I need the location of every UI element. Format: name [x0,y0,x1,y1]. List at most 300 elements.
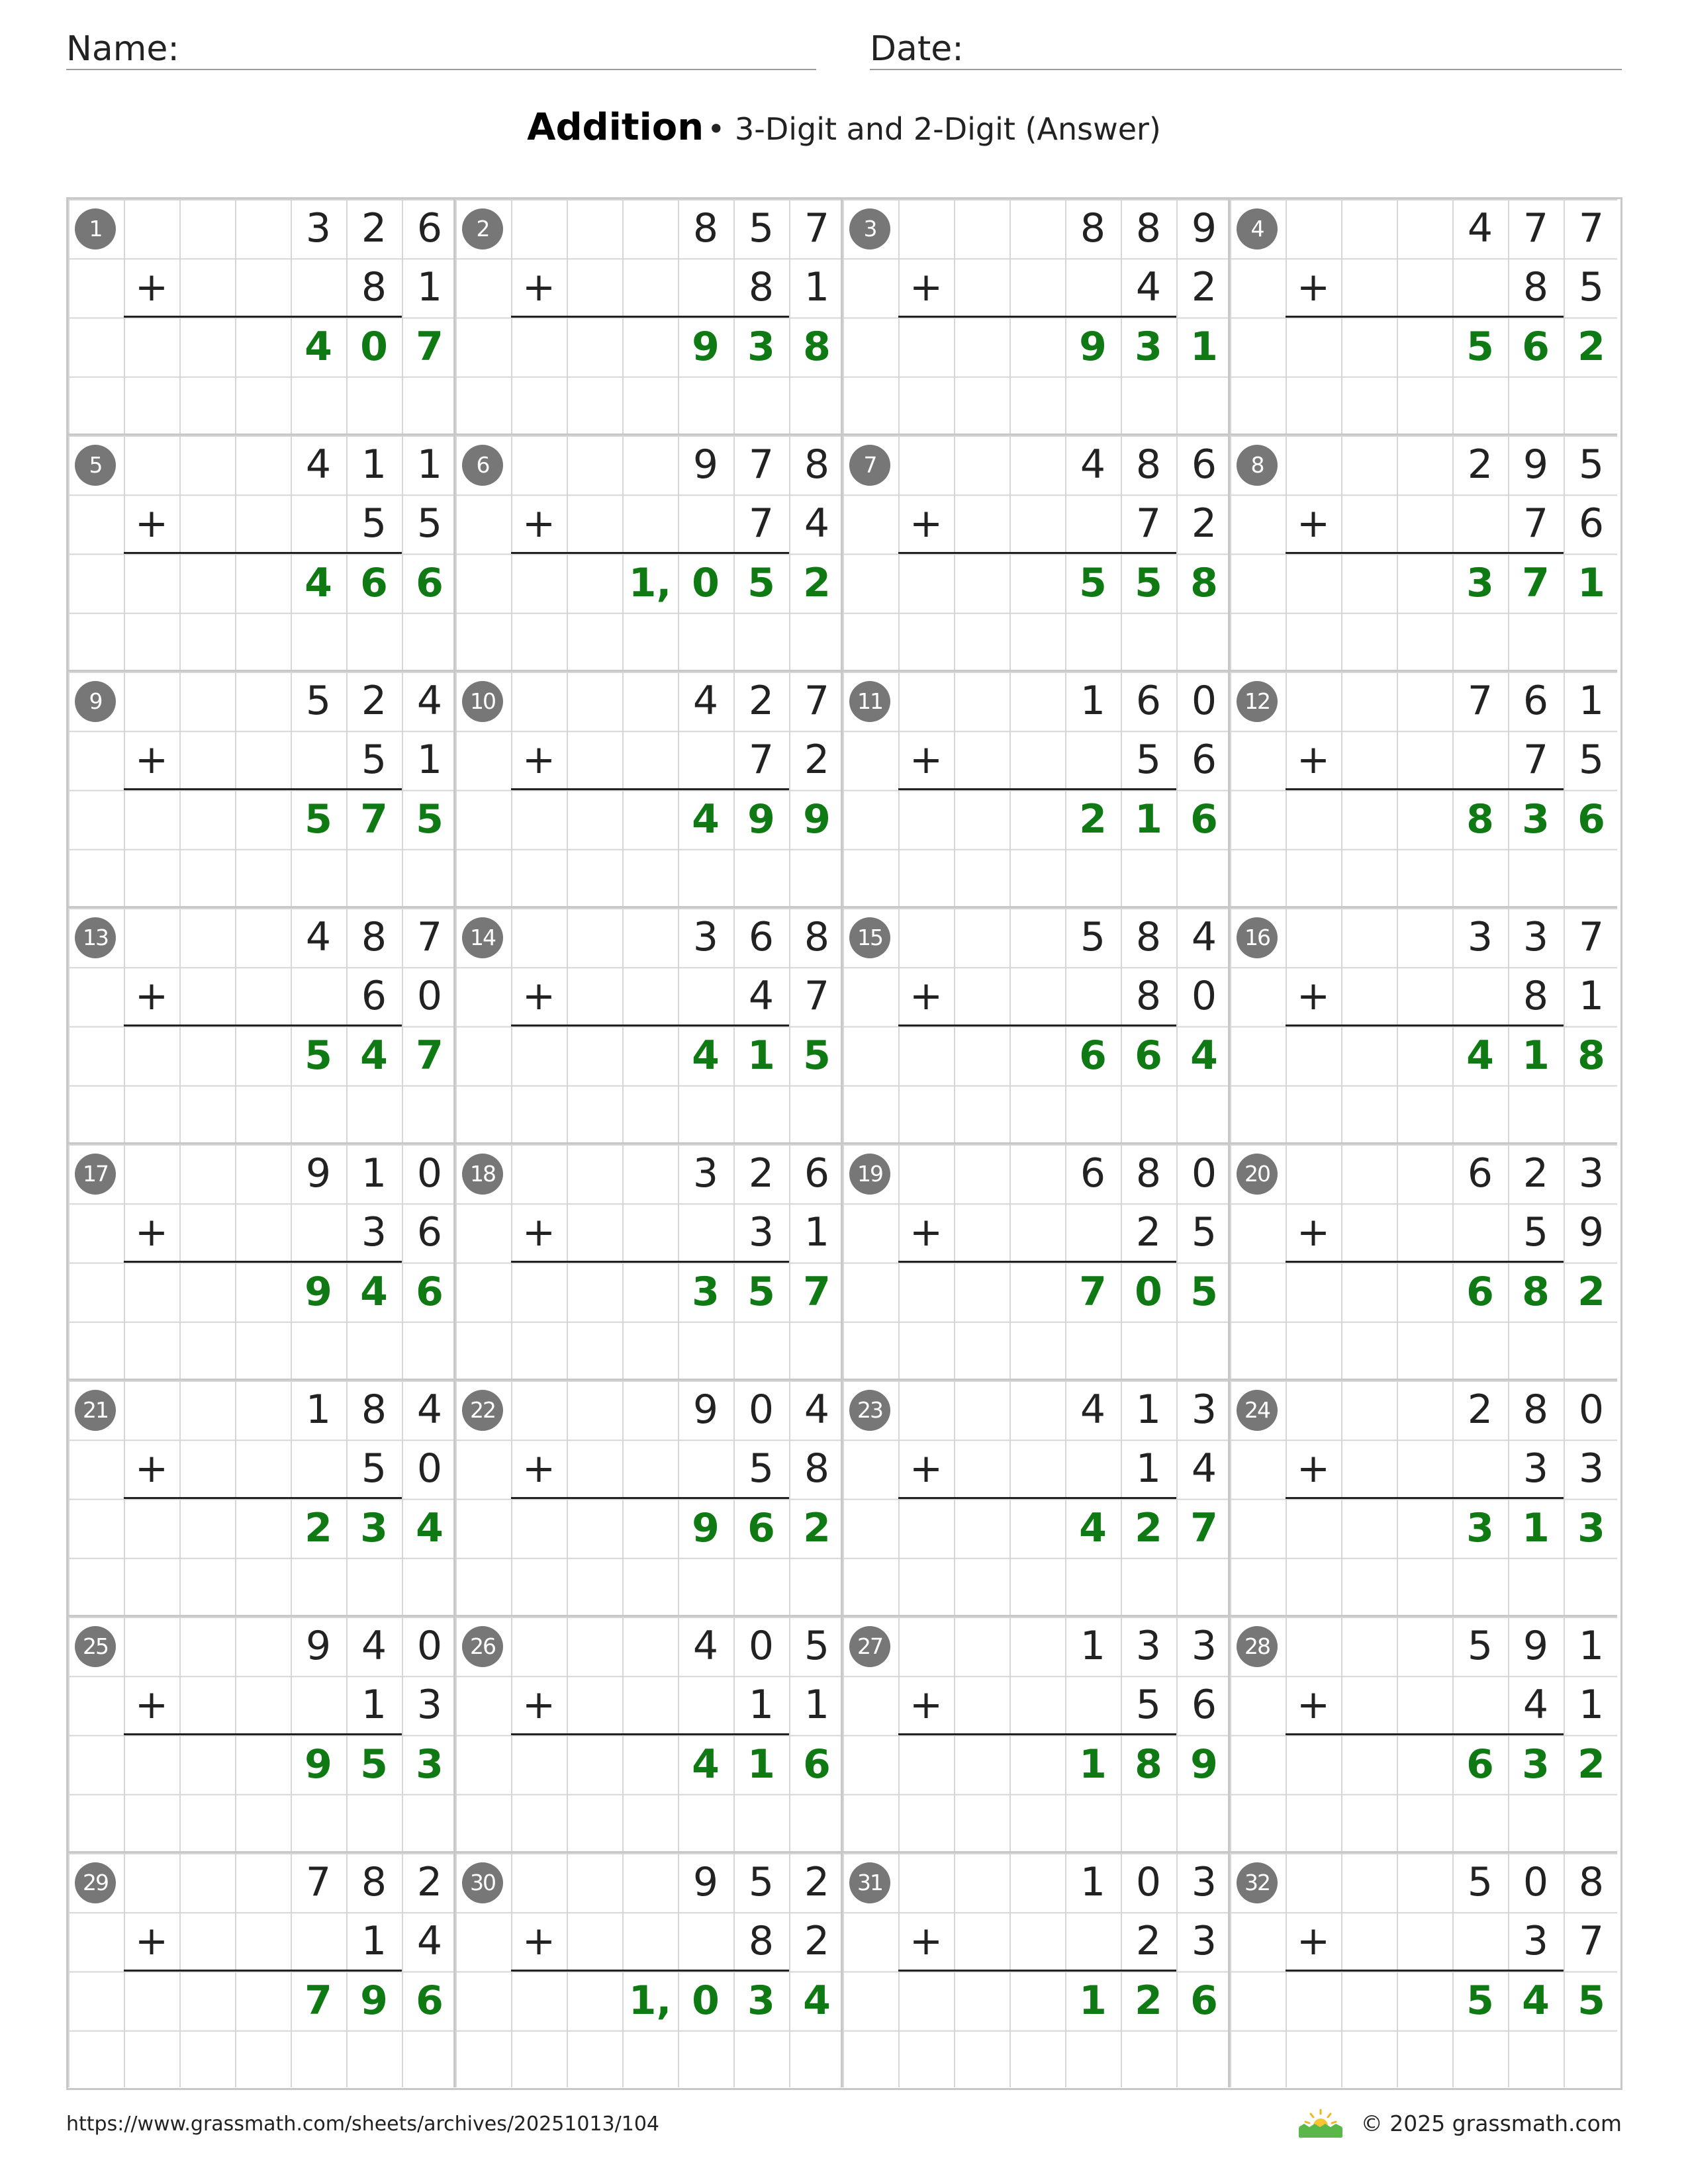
addend-digit: 6 [748,914,774,960]
addend-digit: 9 [305,1150,332,1197]
answer-digit: 7 [1522,559,1550,606]
answer-digit: 7 [416,1032,444,1079]
plus-sign: + [134,1209,169,1255]
worksheet-grid [66,197,1622,2090]
addend-digit: 6 [416,1209,443,1256]
problem-24 [1228,1379,1617,1615]
answer-digit: 1 [1577,559,1605,606]
addend-digit: 3 [692,1150,719,1197]
addend-digit: 1 [361,1150,387,1197]
addend-digit: 3 [1467,914,1493,960]
addend-digit: 3 [692,914,719,960]
addend-digit: 8 [361,914,387,960]
answer-digit: 1 [1079,1977,1107,2024]
answer-digit: 4 [1190,1032,1218,1079]
footer-brand [1296,2107,1622,2139]
addend-digit: 2 [1467,1387,1493,1433]
addend-digit: 9 [305,1623,332,1669]
problem-number-badge: 2 [462,208,503,250]
addend-digit: 4 [804,1387,830,1433]
answer-digit: 3 [1466,559,1494,606]
addend-digit: 7 [1135,500,1162,547]
problem-number-badge: 15 [849,917,890,958]
answer-digit: 5 [1466,323,1494,370]
problem-26 [453,1615,843,1851]
answer-digit: 7 [305,1977,332,2024]
plus-sign: + [909,1445,943,1492]
plus-sign: + [134,264,169,310]
answer-digit: 9 [305,1268,332,1315]
answer-digit: 7 [360,796,388,842]
answer-digit: 2 [803,559,831,606]
answer-digit: 6 [360,559,388,606]
answer-digit: 3 [692,1268,720,1315]
answer-digit: 4 [692,796,720,842]
answer-digit: 8 [1466,796,1494,842]
addend-digit: 7 [305,1859,332,1905]
addend-digit: 5 [1467,1623,1493,1669]
problem-number-badge: 25 [75,1626,116,1667]
answer-digit: 9 [305,1741,332,1788]
addend-digit: 1 [416,264,443,311]
answer-digit: 3 [1522,1741,1550,1788]
addend-digit: 7 [1578,1918,1605,1965]
answer-digit: 6 [416,1268,444,1315]
plus-sign: + [134,737,169,783]
plus-sign: + [134,1682,169,1728]
answer-digit: 6 [1135,1032,1162,1079]
addend-digit: 1 [1080,1859,1106,1905]
addend-digit: 6 [1191,441,1217,488]
problem-number-badge: 29 [75,1862,116,1903]
answer-digit: 5 [305,1032,332,1079]
addend-digit: 2 [1191,500,1217,547]
problem-number-badge: 21 [75,1390,116,1431]
name-label: Name: [66,29,179,69]
addend-digit: 3 [748,1209,774,1256]
problem-number-badge: 20 [1237,1154,1278,1195]
answer-digit: 6 [416,1977,444,2024]
answer-digit: 8 [1190,559,1218,606]
addend-digit: 0 [1191,973,1217,1020]
problem-9 [66,670,455,906]
addend-digit: 5 [1578,737,1605,784]
answer-digit: 3 [747,1977,775,2024]
answer-digit: 5 [803,1032,831,1079]
addend-digit: 3 [1135,1623,1162,1669]
plus-sign: + [134,500,169,547]
problem-number-badge: 10 [462,681,503,722]
answer-digit: 1 [747,1032,775,1079]
problem-22 [453,1379,843,1615]
addend-digit: 1 [804,264,830,311]
answer-digit: 5 [1466,1977,1494,2024]
plus-sign: + [522,1918,556,1964]
footer-url: https://www.grassmath.com/sheets/archives/20251013/104 [66,2113,660,2136]
problem-10 [453,670,843,906]
addend-digit: 8 [361,264,387,311]
addend-digit: 8 [1135,205,1162,251]
addend-digit: 7 [1578,205,1605,251]
answer-digit: 9 [360,1977,388,2024]
addend-digit: 0 [1523,1859,1549,1905]
addend-digit: 3 [1191,1623,1217,1669]
answer-digit: 6 [803,1741,831,1788]
plus-sign: + [522,1209,556,1255]
problem-27 [841,1615,1230,1851]
answer-digit: 4 [416,1504,444,1551]
problem-number-badge: 16 [1237,917,1278,958]
problem-number-badge: 8 [1237,445,1278,486]
addend-digit: 5 [305,678,332,724]
answer-digit: 5 [747,559,775,606]
addend-digit: 4 [1135,264,1162,311]
problem-number-badge: 17 [75,1154,116,1195]
addend-digit: 6 [1080,1150,1106,1197]
problem-6 [453,433,843,670]
copyright: © 2025 grassmath.com [1360,2110,1622,2136]
addend-digit: 6 [361,973,387,1020]
addend-digit: 0 [748,1387,774,1433]
addend-digit: 2 [1135,1918,1162,1965]
sun-over-grass-icon [1296,2107,1345,2139]
addend-digit: 7 [748,441,774,488]
answer-digit: 2 [803,1504,831,1551]
addend-digit: 6 [1578,500,1605,547]
addend-digit: 0 [1191,1150,1217,1197]
addend-digit: 5 [748,1859,774,1905]
answer-digit: 6 [1522,323,1550,370]
addend-digit: 4 [692,1623,719,1669]
addend-digit: 5 [1523,1209,1549,1256]
problem-30 [453,1851,843,2087]
answer-digit: 6 [1466,1741,1494,1788]
name-field[interactable] [66,25,816,70]
problem-number-badge: 9 [75,681,116,722]
addend-digit: 1 [1135,1387,1162,1433]
answer-digit: 3 [1135,323,1162,370]
addend-digit: 8 [692,205,719,251]
addend-digit: 5 [1578,441,1605,488]
addend-digit: 5 [1578,264,1605,311]
problem-1 [66,197,455,433]
answer-digit: 1 [1522,1504,1550,1551]
answer-digit: 0 [1135,1268,1162,1315]
addend-digit: 1 [1578,1682,1605,1729]
plus-sign: + [522,1445,556,1492]
answer-digit: 4 [1466,1032,1494,1079]
answer-digit: 5 [1079,559,1107,606]
addend-digit: 5 [1080,914,1106,960]
addend-digit: 8 [1523,973,1549,1020]
answer-digit: 8 [803,323,831,370]
date-label: Date: [870,29,964,69]
answer-digit: 8 [1577,1032,1605,1079]
addend-digit: 9 [692,441,719,488]
addend-digit: 9 [692,1859,719,1905]
plus-sign: + [1296,1209,1331,1255]
worksheet-title [0,106,1688,149]
plus-sign: + [134,973,169,1019]
addend-digit: 0 [1578,1387,1605,1433]
addend-digit: 1 [416,737,443,784]
answer-digit: 0 [692,1977,720,2024]
addend-digit: 4 [1080,1387,1106,1433]
addend-digit: 5 [804,1623,830,1669]
answer-digit: 4 [305,323,332,370]
answer-digit: 9 [1190,1741,1218,1788]
addend-digit: 3 [1523,1445,1549,1492]
addend-digit: 7 [804,205,830,251]
answer-digit: 7 [803,1268,831,1315]
problem-8 [1228,433,1617,670]
answer-digit: 2 [305,1504,332,1551]
addend-digit: 6 [1523,678,1549,724]
addend-digit: 8 [804,1445,830,1492]
addend-digit: 0 [416,1150,443,1197]
addend-digit: 8 [1135,973,1162,1020]
answer-digit: 7 [1079,1268,1107,1315]
addend-digit: 6 [1191,737,1217,784]
problem-13 [66,906,455,1142]
answer-digit: 1 [1079,1741,1107,1788]
addend-digit: 4 [1467,205,1493,251]
addend-digit: 7 [416,914,443,960]
problem-number-badge: 11 [849,681,890,722]
answer-digit: 7 [416,323,444,370]
addend-digit: 0 [416,973,443,1020]
addend-digit: 8 [361,1387,387,1433]
plus-sign: + [909,973,943,1019]
answer-digit: 4 [305,559,332,606]
addend-digit: 7 [748,737,774,784]
problem-11 [841,670,1230,906]
addend-digit: 2 [1523,1150,1549,1197]
answer-digit: 3 [1577,1504,1605,1551]
addend-digit: 8 [1135,914,1162,960]
addend-digit: 4 [416,1387,443,1433]
answer-digit: 0 [360,323,388,370]
problem-32 [1228,1851,1617,2087]
addend-digit: 1 [1578,973,1605,1020]
addend-digit: 1 [1080,678,1106,724]
plus-sign: + [522,500,556,547]
addend-digit: 3 [305,205,332,251]
plus-sign: + [909,1682,943,1728]
addend-digit: 8 [361,1859,387,1905]
addend-digit: 1 [1578,678,1605,724]
problem-3 [841,197,1230,433]
addend-digit: 4 [804,500,830,547]
addend-digit: 9 [1523,441,1549,488]
addend-digit: 3 [1578,1150,1605,1197]
addend-digit: 8 [1135,1150,1162,1197]
answer-digit: 4 [360,1032,388,1079]
addend-digit: 2 [361,205,387,251]
answer-digit: 3 [1522,796,1550,842]
date-field[interactable] [870,25,1622,70]
problem-31 [841,1851,1230,2087]
addend-digit: 5 [1467,1859,1493,1905]
addend-digit: 3 [1191,1918,1217,1965]
answer-digit: 9 [1079,323,1107,370]
addend-digit: 8 [748,1918,774,1965]
answer-digit: 3 [747,323,775,370]
addend-digit: 3 [1523,1918,1549,1965]
addend-digit: 2 [416,1859,443,1905]
answer-digit: 5 [416,796,444,842]
answer-digit: 2 [1135,1504,1162,1551]
addend-digit: 2 [804,1859,830,1905]
addend-digit: 3 [1191,1387,1217,1433]
addend-digit: 5 [1191,1209,1217,1256]
problem-number-badge: 12 [1237,681,1278,722]
answer-digit: 4 [803,1977,831,2024]
plus-sign: + [1296,1682,1331,1728]
addend-digit: 7 [1523,205,1549,251]
addend-digit: 4 [1523,1682,1549,1729]
problem-number-badge: 30 [462,1862,503,1903]
addend-digit: 2 [1467,441,1493,488]
addend-digit: 0 [1191,678,1217,724]
answer-digit: 1, [628,559,672,606]
problem-4 [1228,197,1617,433]
problem-19 [841,1142,1230,1379]
problem-number-badge: 6 [462,445,503,486]
plus-sign: + [909,264,943,310]
problem-number-badge: 32 [1237,1862,1278,1903]
addend-digit: 0 [416,1623,443,1669]
addend-digit: 5 [416,500,443,547]
problem-number-badge: 27 [849,1626,890,1667]
addend-digit: 2 [804,1918,830,1965]
answer-digit: 2 [1577,1741,1605,1788]
answer-digit: 6 [1466,1268,1494,1315]
answer-digit: 1 [1522,1032,1550,1079]
addend-digit: 8 [1523,264,1549,311]
addend-digit: 5 [748,1445,774,1492]
addend-digit: 6 [1135,678,1162,724]
answer-digit: 3 [360,1504,388,1551]
addend-digit: 4 [305,441,332,488]
addend-digit: 1 [1135,1445,1162,1492]
problem-number-badge: 7 [849,445,890,486]
plus-sign: + [1296,1918,1331,1964]
plus-sign: + [522,264,556,310]
problem-number-badge: 18 [462,1154,503,1195]
problem-28 [1228,1615,1617,1851]
addend-digit: 3 [1523,914,1549,960]
answer-digit: 4 [360,1268,388,1315]
addend-digit: 8 [804,441,830,488]
addend-digit: 8 [748,264,774,311]
problem-12 [1228,670,1617,906]
plus-sign: + [1296,1445,1331,1492]
addend-digit: 8 [1135,441,1162,488]
addend-digit: 8 [804,914,830,960]
answer-digit: 4 [1522,1977,1550,2024]
answer-digit: 5 [1190,1268,1218,1315]
addend-digit: 3 [1191,1859,1217,1905]
answer-digit: 5 [1135,559,1162,606]
answer-digit: 4 [1079,1504,1107,1551]
addend-digit: 1 [748,1682,774,1729]
answer-digit: 6 [1190,1977,1218,2024]
problem-number-badge: 19 [849,1154,890,1195]
addend-digit: 9 [1523,1623,1549,1669]
answer-digit: 9 [803,796,831,842]
addend-digit: 4 [416,1918,443,1965]
addend-digit: 1 [361,1682,387,1729]
plus-sign: + [1296,500,1331,547]
answer-digit: 1 [1135,796,1162,842]
answer-digit: 5 [360,1741,388,1788]
answer-digit: 9 [692,1504,720,1551]
problem-number-badge: 31 [849,1862,890,1903]
addend-digit: 1 [305,1387,332,1433]
answer-digit: 4 [692,1032,720,1079]
addend-digit: 7 [1578,914,1605,960]
addend-digit: 9 [692,1387,719,1433]
answer-digit: 6 [1577,796,1605,842]
addend-digit: 5 [361,737,387,784]
addend-digit: 0 [1135,1859,1162,1905]
addend-digit: 1 [804,1209,830,1256]
plus-sign: + [522,737,556,783]
problem-16 [1228,906,1617,1142]
addend-digit: 4 [1080,441,1106,488]
addend-digit: 1 [1578,1623,1605,1669]
plus-sign: + [1296,973,1331,1019]
addend-digit: 7 [748,500,774,547]
plus-sign: + [134,1918,169,1964]
problem-23 [841,1379,1230,1615]
addend-digit: 8 [1578,1859,1605,1905]
addend-digit: 0 [748,1623,774,1669]
answer-digit: 1, [628,1977,672,2024]
answer-digit: 9 [692,323,720,370]
answer-digit: 3 [1466,1504,1494,1551]
addend-digit: 0 [416,1445,443,1492]
addend-digit: 7 [1523,737,1549,784]
addend-digit: 3 [1578,1445,1605,1492]
answer-digit: 6 [1079,1032,1107,1079]
problem-29 [66,1851,455,2087]
addend-digit: 6 [804,1150,830,1197]
addend-digit: 2 [1135,1209,1162,1256]
addend-digit: 1 [361,1918,387,1965]
answer-digit: 6 [416,559,444,606]
addend-digit: 4 [1191,914,1217,960]
plus-sign: + [1296,264,1331,310]
addend-digit: 7 [1523,500,1549,547]
problem-25 [66,1615,455,1851]
answer-digit: 0 [692,559,720,606]
addend-digit: 6 [1191,1682,1217,1729]
addend-digit: 9 [1578,1209,1605,1256]
answer-digit: 5 [305,796,332,842]
addend-digit: 2 [361,678,387,724]
problem-7 [841,433,1230,670]
addend-digit: 6 [1467,1150,1493,1197]
problem-number-badge: 13 [75,917,116,958]
plus-sign: + [909,500,943,547]
plus-sign: + [1296,737,1331,783]
problem-number-badge: 28 [1237,1626,1278,1667]
addend-digit: 2 [748,678,774,724]
addend-digit: 5 [748,205,774,251]
addend-digit: 4 [1191,1445,1217,1492]
